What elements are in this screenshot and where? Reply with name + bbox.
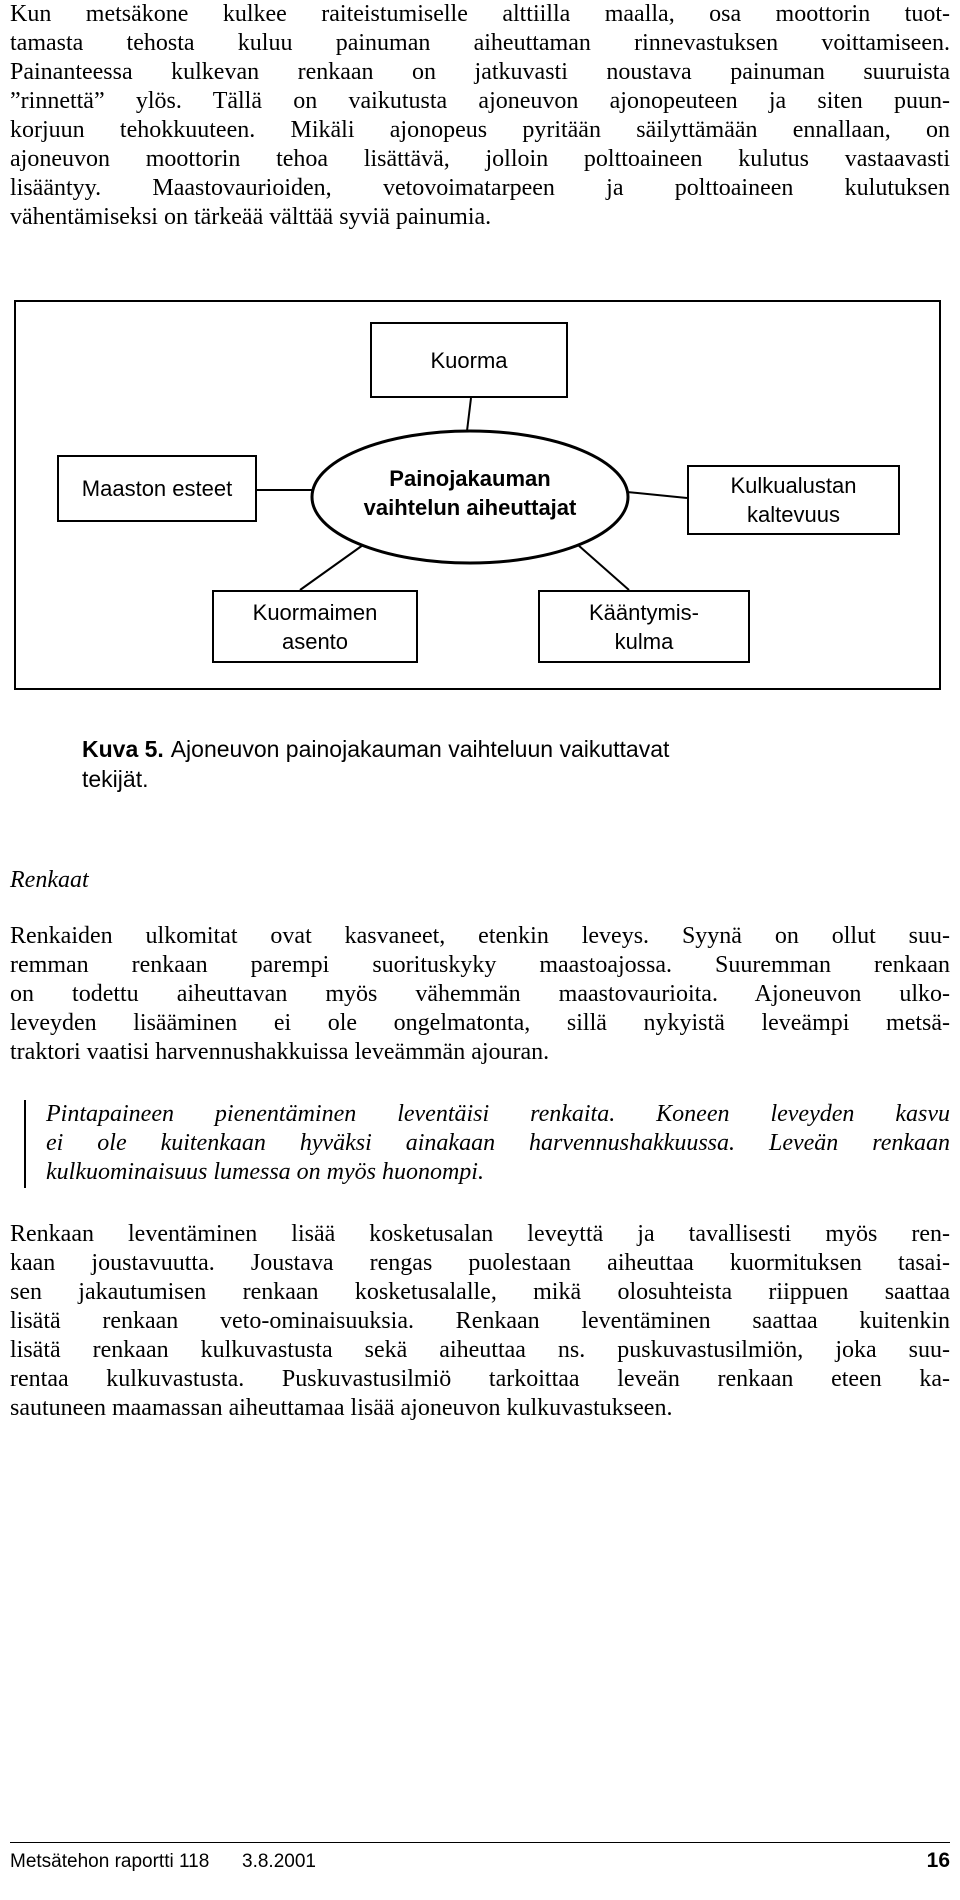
paragraph-line: remman renkaan parempi suorituskyky maastoajossa. Suuremman renkaan xyxy=(10,952,950,978)
node-label: vaihtelun aiheuttajat xyxy=(363,495,577,520)
paragraph-line: korjuun tehokkuuteen. Mikäli ajonopeus pyritään säilyttämään ennallaan, on xyxy=(10,117,950,143)
node-center xyxy=(312,431,628,563)
paragraph-line: Renkaan leventäminen lisää kosketusalan leveyttä ja tavallisesti myös ren- xyxy=(10,1221,950,1247)
node-label: Kääntymis- xyxy=(588,599,700,625)
node-load xyxy=(370,322,568,398)
paragraph-line: ”rinnettä” ylös. Tällä on vaikutusta ajoneuvon ajonopeuteen ja siten puun- xyxy=(10,88,950,114)
weight-distribution-diagram xyxy=(0,290,960,710)
quote-line: Pintapaineen pienentäminen leventäisi renkaita. Koneen leveyden kasvu xyxy=(46,1101,950,1127)
paragraph-line: Kun metsäkone kulkee raiteistumiselle alttiilla maalla, osa moottorin tuot- xyxy=(10,1,950,27)
paragraph-line: on todettu aiheuttavan myös vähemmän maastovaurioita. Ajoneuvon ulko- xyxy=(10,981,950,1007)
footer-rule xyxy=(10,1842,950,1843)
node-label: kaltevuus xyxy=(747,502,840,527)
section-heading: Renkaat xyxy=(10,867,89,893)
paragraph-line: kaan joustavuutta. Joustava rengas puolestaan aiheuttaa kuormituksen tasai- xyxy=(10,1250,950,1276)
caption-line xyxy=(82,734,669,764)
paragraph-line: Painanteessa kulkevan renkaan on jatkuvasti noustava painuman suuruista xyxy=(10,59,950,85)
tyres-paragraph xyxy=(10,922,950,1067)
paragraph-line: lisätä renkaan veto-ominaisuuksia. Renkaan leventäminen saattaa kuitenkin xyxy=(10,1308,950,1334)
paragraph-line: lisätä renkaan kulkuvastusta sekä aiheuttaa ns. puskuvastusilmiön, joka suu- xyxy=(10,1337,950,1363)
footer-date: 3.8.2001 xyxy=(242,1851,316,1872)
connector-load xyxy=(467,398,471,431)
node-turning-angle xyxy=(538,590,750,663)
node-terrain-obstacles xyxy=(57,455,257,522)
node-label: Kuormaimen xyxy=(252,599,378,625)
figure-caption xyxy=(82,734,669,794)
highlight-quote xyxy=(46,1100,950,1187)
node-label: Maaston esteet xyxy=(81,476,233,501)
quote-bar xyxy=(24,1100,26,1188)
quote-line: ei ole kuitenkaan hyväksi ainakaan harvennushakkuussa. Leveän renkaan xyxy=(46,1130,950,1156)
paragraph-line: sautuneen maamassan aiheuttamaa lisää ajoneuvon kulkuvastukseen. xyxy=(10,1395,673,1421)
paragraph-line: rentaa kulkuvastusta. Puskuvastusilmiö tarkoittaa leveän renkaan eteen ka- xyxy=(10,1366,950,1392)
paragraph-line: leveyden lisääminen ei ole ongelmatonta, sillä nykyistä leveämpi metsä- xyxy=(10,1010,950,1036)
node-label: asento xyxy=(281,628,349,654)
paragraph-line: ajoneuvon moottorin tehoa lisättävä, jolloin polttoaineen kulutus vastaavasti xyxy=(10,146,950,172)
page-number: 16 xyxy=(926,1849,950,1872)
node-surface-slope xyxy=(687,465,900,535)
quote-line: kulkuominaisuus lumessa on myös huonompi. xyxy=(46,1159,484,1185)
node-label: Painojakauman xyxy=(389,466,551,491)
caption-text: tekijät. xyxy=(82,766,149,792)
intro-paragraph xyxy=(10,0,950,232)
paragraph-line: sen jakautumisen renkaan kosketusalalle, mikä olosuhteista riippuen saattaa xyxy=(10,1279,950,1305)
paragraph-line: tamasta tehosta kuluu painuman aiheuttaman rinnevastuksen voittamiseen. xyxy=(10,30,950,56)
paragraph-line: Renkaiden ulkomitat ovat kasvaneet, etenkin leveys. Syynä on ollut suu- xyxy=(10,923,950,949)
caption-label: Kuva 5. xyxy=(82,736,164,762)
tyre-widening-paragraph xyxy=(10,1220,950,1423)
caption-text: Ajoneuvon painojakauman vaihteluun vaikuttavat xyxy=(170,736,670,762)
node-label: Kulkualustan xyxy=(730,473,857,498)
footer-publication: Metsätehon raportti 118 xyxy=(10,1851,210,1872)
paragraph-line: lisääntyy. Maastovaurioiden, vetovoimatarpeen ja polttoaineen kulutuksen xyxy=(10,175,950,201)
node-boom-position xyxy=(212,590,418,663)
node-label: kulma xyxy=(614,628,674,654)
connector-slope xyxy=(627,492,687,498)
paragraph-line: vähentämiseksi on tärkeää välttää syviä painumia. xyxy=(10,204,492,230)
paragraph-line: traktori vaatisi harvennushakkuissa leveämmän ajouran. xyxy=(10,1039,550,1065)
node-label: Kuorma xyxy=(430,347,508,373)
